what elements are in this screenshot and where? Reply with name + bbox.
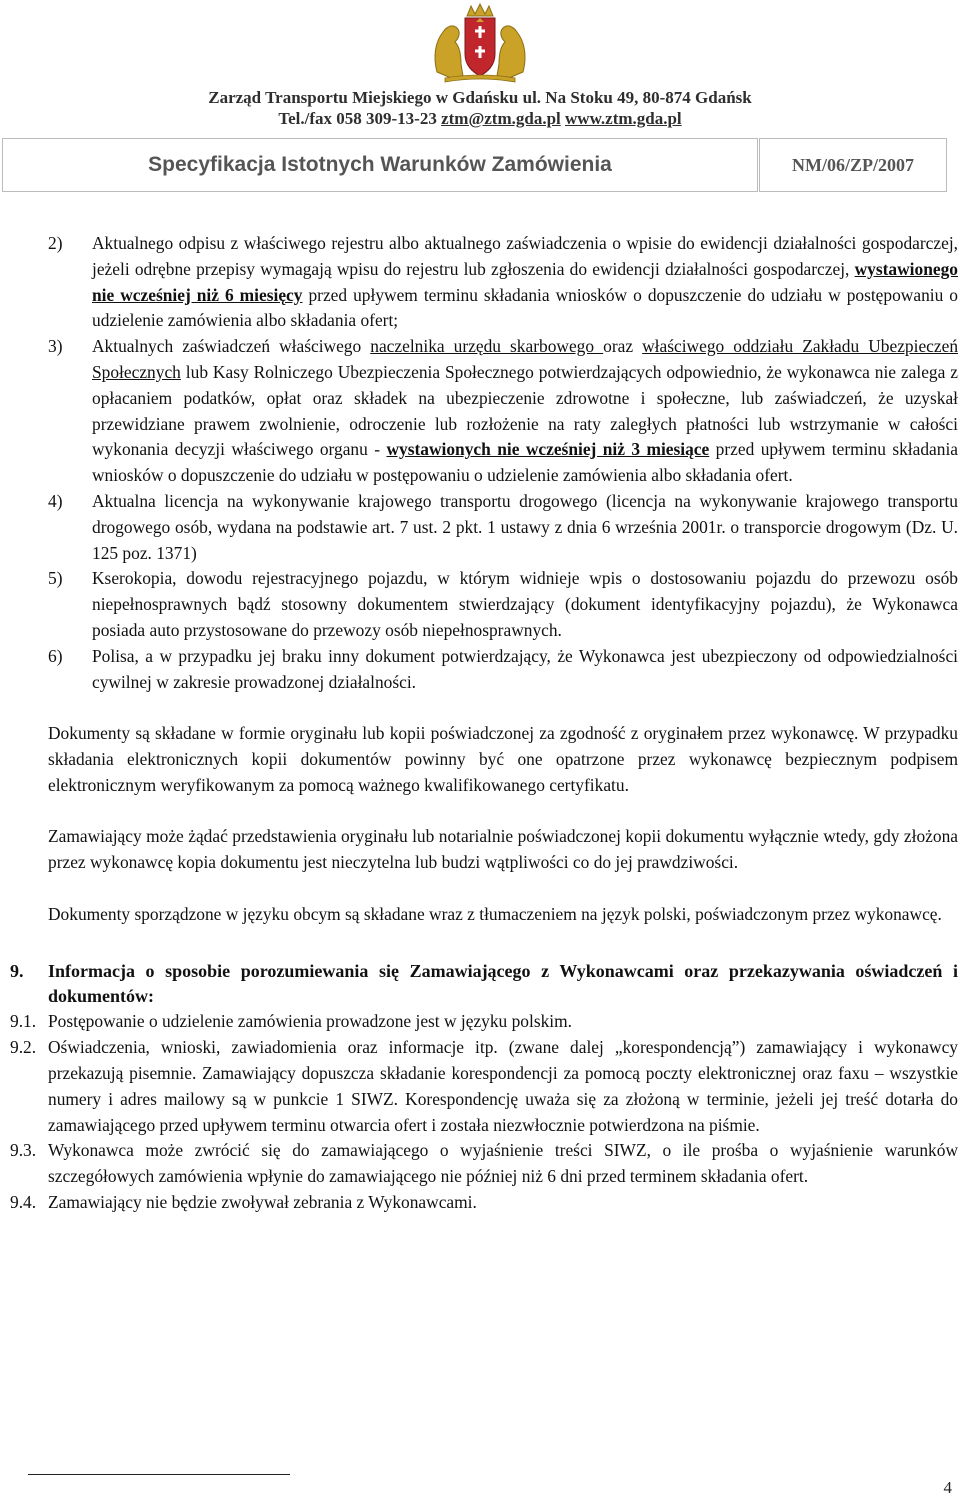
organization-header (0, 87, 960, 129)
item-text: Aktualnych zaświadczeń właściwego naczelnika urzędu skarbowego oraz właściwego oddziału Zakładu Ubezpieczeń Społecznych lub Kasy Rolniczego Ubezpieczenia Społecznego potwierdzających odpowiednio, że wykonawca nie zalega z opłacaniem podatków, opłat oraz składek na ubezpieczenie zdrowotne i społeczne, lub zaświadczeń, że uzyskał przewidziane prawem zwolnienie, odroczenie lub rozłożenie na raty zaległych płatności lub wstrzymanie w całości wykonania decyzji właściwego organu - wystawionych nie wcześniej niż 3 miesiące przed upływem terminu składania wniosków o dopuszczenie do udziału w postępowaniu o udzielenie zamówienia albo składania ofert. (92, 336, 959, 486)
zus-underlined: właściwego oddziału Zakładu Ubezpieczeń Społecznych (92, 336, 959, 382)
list-item (10, 644, 958, 696)
subsection-number: 9.1. (10, 1011, 37, 1032)
gdansk-coat-of-arms-logo (429, 2, 531, 84)
paragraph: Dokumenty są składane w formie oryginału lub kopii poświadczonej za zgodność z oryginałem przez wykonawcę. W przypadku składania elektronicznych kopii dokumentów powinny być one opatrzone przez wykonawcę bezpiecznym podpisem elektronicznym weryfikowanym za pomocą ważnego kwalifikowanego certyfikatu. (48, 723, 958, 795)
organization-name: Zarząd Transportu Miejskiego w Gdańsku ul. Na Stoku 49, 80-874 Gdańsk (208, 88, 752, 107)
reference-code-box (759, 138, 947, 192)
page-number: 4 (943, 1478, 952, 1497)
paragraph: Dokumenty sporządzone w języku obcym są składane wraz z tłumaczeniem na język polski, poświadczonym przez wykonawcę. (48, 903, 942, 924)
item-text: Kserokopia, dowodu rejestracyjnego pojazdu, w którym widnieje wpis o dostosowaniu pojazdu do przewozu osób niepełnosprawnych bądź stosowny dokumentem stwierdzający (dokument identyfikacyjny pojazdu), że Wykonawca posiada auto przystosowane do przewozy osób niepełnosprawnych. (92, 568, 958, 640)
list-item (10, 334, 958, 489)
contact-line (0, 108, 960, 129)
item-number: 6) (48, 645, 63, 666)
item-number: 3) (48, 336, 63, 357)
subsection-number: 9.4. (10, 1191, 37, 1212)
phone-fax: Tel./fax 058 309-13-23 (278, 109, 442, 128)
subsection-text: Oświadczenia, wnioski, zawiadomienia oraz informacje itp. (zwane dalej „korespondencją”) zamawiający i wykonawcy przekazują pisemnie. Zamawiający dopuszcza składanie korespondencji za pomocą poczty elektronicznej oraz faxu – wszystkie numery i adres mailowy są w punkcie 1 SIWZ. Korespondencję uważa się za złożoną w terminie, jeżeli jej treść dotarła do zamawiającego przed upływem terminu otwarcia ofert i została niezwłocznie potwierdzona na piśmie. (48, 1037, 958, 1135)
document-body (10, 231, 958, 1216)
list-item (10, 489, 958, 566)
spec-title: Specyfikacja Istotnych Warunków Zamówienia (148, 153, 612, 176)
reference-code: NM/06/ZP/2007 (792, 154, 914, 175)
subsection (10, 1190, 958, 1216)
list-item (10, 231, 958, 334)
section-number: 9. (10, 961, 24, 982)
item-text: Aktualnego odpisu z właściwego rejestru albo aktualnego zaświadczenia o wpisie do ewidencji działalności gospodarczej, jeżeli odrębne przepisy wymagają wpisu do rejestru lub zgłoszenia do ewidencji działalności gospodarczej, wystawionego nie wcześniej niż 6 miesięcy przed upływem terminu składania wniosków o dopuszczenie do udziału w postępowaniu o udzielenie zamówienia albo składania ofert; (92, 233, 958, 331)
subsection (10, 1138, 958, 1190)
list-item (10, 566, 958, 643)
item-number: 4) (48, 490, 63, 511)
item-number: 2) (48, 233, 63, 253)
tax-office-underlined: naczelnika urzędu skarbowego (370, 336, 604, 357)
item-text: Polisa, a w przypadku jej braku inny dokument potwierdzający, że Wykonawca jest ubezpieczony od odpowiedzialności cywilnej w zakresie prowadzonej działalności. (92, 645, 958, 692)
subsection-number: 9.2. (10, 1037, 37, 1058)
paragraph: Zamawiający może żądać przedstawienia oryginału lub notarialnie poświadczonej kopii dokumentu wyłącznie wtedy, gdy złożona przez wykonawcę kopia dokumentu jest nieczytelna lub budzi wątpliwości co do jej prawdziwości. (48, 826, 958, 873)
subsection-text: Zamawiający nie będzie zwoływał zebrania z Wykonawcami. (48, 1191, 477, 1212)
footer-rule (28, 1474, 290, 1475)
email-link[interactable]: ztm@ztm.gda.pl (441, 109, 561, 128)
section-title: Informacja o sposobie porozumiewania się Zamawiającego z Wykonawcami oraz przekazywania oświadczeń i dokumentów: (48, 961, 958, 1007)
item-text: Aktualna licencja na wykonywanie krajowego transportu drogowego (licencja na wykonywanie krajowego transportu drogowego osób, wydana na podstawie art. 7 ust. 2 pkt. 1 ustawy z dnia 6 września 2001r. o transporcie drogowym (Dz. U. 125 poz. 1371) (92, 490, 958, 563)
subsection-text: Postępowanie o udzielenie zamówienia prowadzone jest w języku polskim. (48, 1011, 572, 1032)
subsection (10, 1009, 958, 1035)
website-link[interactable]: www.ztm.gda.pl (565, 109, 682, 128)
subsection-number: 9.3. (10, 1140, 37, 1161)
deadline-underlined: wystawionych nie wcześniej niż 3 miesiące (386, 439, 710, 460)
deadline-underlined: wystawionego nie wcześniej niż 6 miesięcy (92, 258, 958, 305)
section-heading (10, 959, 958, 1009)
item-number: 5) (48, 568, 63, 589)
subsection (10, 1035, 958, 1138)
spec-title-box (2, 138, 758, 192)
subsection-text: Wykonawca może zwrócić się do zamawiającego o wyjaśnienie treści SIWZ, o ile prośba o wyjaśnienie warunków szczegółowych zamówienia wpłynie do zamawiającego nie później niż 6 dni przed terminem składania ofert. (48, 1140, 958, 1187)
